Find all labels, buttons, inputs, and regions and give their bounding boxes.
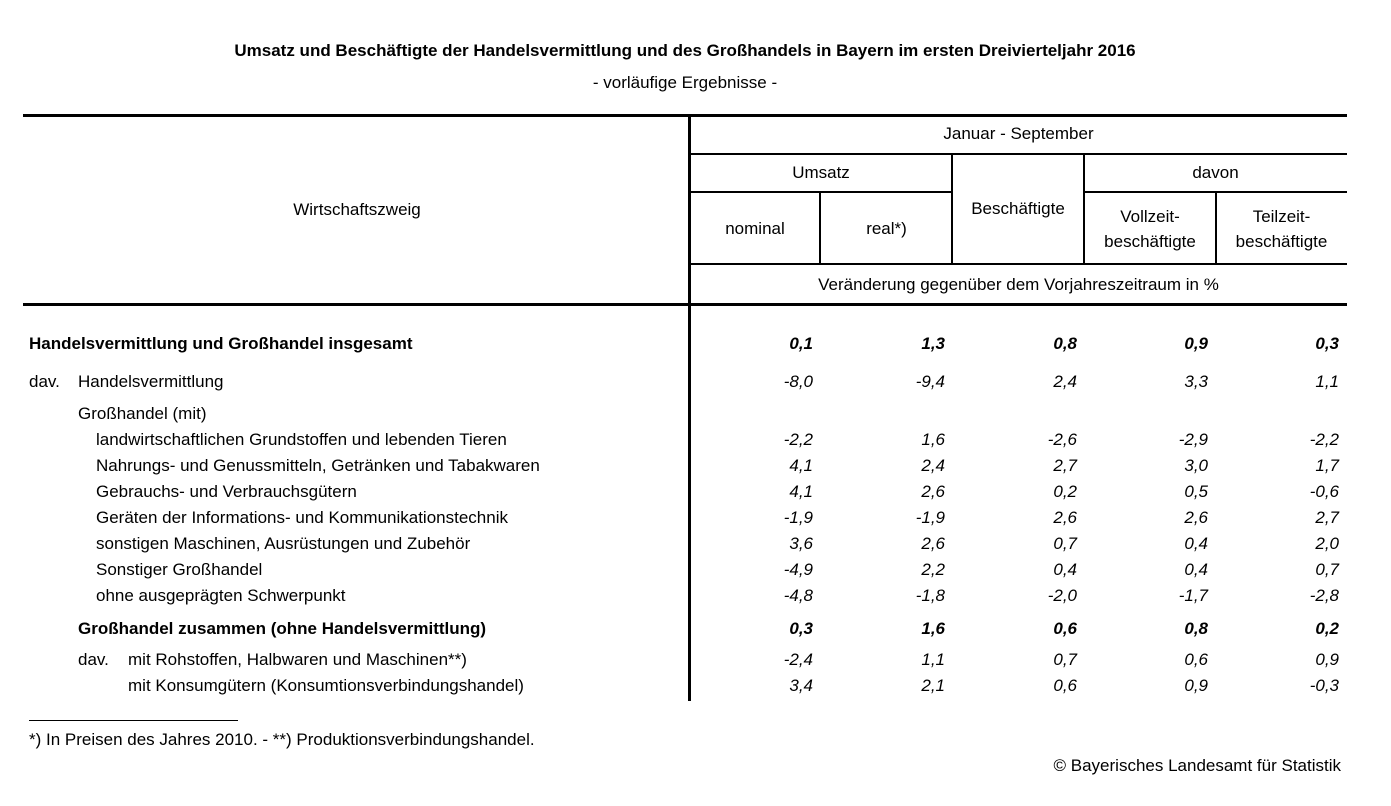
header-umsatz: Umsatz <box>792 163 850 182</box>
cell-real: -1,8 <box>915 586 945 605</box>
cell-nominal: -2,4 <box>783 650 813 669</box>
header-unit: Veränderung gegenüber dem Vorjahreszeitraum in % <box>818 275 1219 294</box>
row-label: ohne ausgeprägten Schwerpunkt <box>96 586 346 605</box>
cell-real: 2,1 <box>921 676 945 695</box>
cell-real: 2,4 <box>921 456 945 475</box>
umsatz-rule <box>690 191 952 193</box>
cell-teilzeit: -2,2 <box>1309 430 1339 449</box>
cell-beschaeftigte: -2,0 <box>1047 586 1077 605</box>
cell-beschaeftigte: 0,4 <box>1053 560 1077 579</box>
header-teilzeit-line2: beschäftigte <box>1235 232 1328 251</box>
cell-nominal: 3,4 <box>789 676 813 695</box>
unit-rule <box>690 263 1347 265</box>
cell-nominal: 0,3 <box>789 619 813 638</box>
cell-nominal: -4,8 <box>783 586 813 605</box>
cell-vollzeit: -1,7 <box>1178 586 1208 605</box>
cell-nominal: -4,9 <box>783 560 813 579</box>
cell-real: 2,6 <box>921 534 945 553</box>
header-wirtschaftszweig: Wirtschaftszweig <box>293 200 421 219</box>
row-label: mit Konsumgütern (Konsumtionsverbindungshandel) <box>128 676 524 695</box>
cell-beschaeftigte: 2,7 <box>1053 456 1077 475</box>
row-prefix: dav. <box>78 650 109 669</box>
row-prefix: dav. <box>29 372 60 391</box>
cell-vollzeit: 0,6 <box>1184 650 1208 669</box>
cell-beschaeftigte: -2,6 <box>1047 430 1077 449</box>
cell-vollzeit: 3,0 <box>1184 456 1208 475</box>
cell-beschaeftigte: 0,7 <box>1053 650 1077 669</box>
header-real: real*) <box>866 219 907 238</box>
period-rule <box>690 153 1347 155</box>
cell-teilzeit: 0,9 <box>1315 650 1339 669</box>
footnote-rule <box>29 720 238 721</box>
header-bottom-rule <box>23 303 1347 306</box>
cell-vollzeit: 0,9 <box>1184 334 1208 353</box>
header-period: Januar - September <box>943 124 1094 143</box>
cell-teilzeit: 0,3 <box>1315 334 1339 353</box>
cell-real: 1,6 <box>921 430 945 449</box>
row-label: mit Rohstoffen, Halbwaren und Maschinen**) <box>128 650 467 669</box>
cell-nominal: -8,0 <box>783 372 813 391</box>
row-label: Geräten der Informations- und Kommunikationstechnik <box>96 508 508 527</box>
cell-real: -9,4 <box>915 372 945 391</box>
row-label: Sonstiger Großhandel <box>96 560 263 579</box>
header-vollzeit-line1: Vollzeit- <box>1120 207 1180 226</box>
cell-teilzeit: 2,7 <box>1315 508 1339 527</box>
row-label: landwirtschaftlichen Grundstoffen und lebenden Tieren <box>96 430 507 449</box>
cell-teilzeit: 2,0 <box>1315 534 1339 553</box>
row-label: Großhandel zusammen (ohne Handelsvermittlung) <box>78 619 487 638</box>
cell-beschaeftigte: 0,8 <box>1053 334 1077 353</box>
cell-nominal: 0,1 <box>789 334 813 353</box>
cell-teilzeit: -0,6 <box>1309 482 1339 501</box>
cell-vollzeit: 0,9 <box>1184 676 1208 695</box>
header-vollzeit-line2: beschäftigte <box>1104 232 1196 251</box>
top-rule <box>23 114 1347 117</box>
cell-real: -1,9 <box>915 508 945 527</box>
cell-vollzeit: 0,5 <box>1184 482 1208 501</box>
row-label: Handelsvermittlung und Großhandel insgesamt <box>29 334 413 353</box>
cell-nominal: 4,1 <box>789 456 813 475</box>
cell-real: 2,6 <box>921 482 945 501</box>
header-beschaeftigte: Beschäftigte <box>971 199 1065 218</box>
cell-beschaeftigte: 2,4 <box>1053 372 1077 391</box>
cell-nominal: 4,1 <box>789 482 813 501</box>
cell-nominal: 3,6 <box>789 534 813 553</box>
cell-vollzeit: 0,8 <box>1184 619 1208 638</box>
cell-beschaeftigte: 0,6 <box>1053 619 1077 638</box>
row-label: Großhandel (mit) <box>78 404 207 423</box>
cell-beschaeftigte: 0,7 <box>1053 534 1077 553</box>
cell-nominal: -1,9 <box>783 508 813 527</box>
cell-teilzeit: -2,8 <box>1309 586 1339 605</box>
cell-teilzeit: 0,2 <box>1315 619 1339 638</box>
table-subtitle: - vorläufige Ergebnisse - <box>592 73 778 92</box>
cell-beschaeftigte: 0,2 <box>1053 482 1077 501</box>
cell-vollzeit: 2,6 <box>1184 508 1208 527</box>
footnote: *) In Preisen des Jahres 2010. - **) Produktionsverbindungshandel. <box>29 730 535 749</box>
cell-teilzeit: 1,7 <box>1315 456 1339 475</box>
cell-real: 1,3 <box>921 334 945 353</box>
cell-vollzeit: 0,4 <box>1184 560 1208 579</box>
cell-teilzeit: 1,1 <box>1315 372 1339 391</box>
header-teilzeit-line1: Teilzeit- <box>1252 207 1311 226</box>
cell-teilzeit: 0,7 <box>1315 560 1339 579</box>
cell-beschaeftigte: 0,6 <box>1053 676 1077 695</box>
header-nominal: nominal <box>725 219 785 238</box>
table-title: Umsatz und Beschäftigte der Handelsvermittlung und des Großhandels in Bayern im ersten Dreivierteljahr 2016 <box>234 41 1136 60</box>
cell-vollzeit: -2,9 <box>1178 430 1208 449</box>
copyright: © Bayerisches Landesamt für Statistik <box>1053 756 1341 775</box>
cell-vollzeit: 0,4 <box>1184 534 1208 553</box>
cell-nominal: -2,2 <box>783 430 813 449</box>
row-label: Handelsvermittlung <box>78 372 224 391</box>
row-label: Nahrungs- und Genussmitteln, Getränken und Tabakwaren <box>96 456 540 475</box>
cell-vollzeit: 3,3 <box>1184 372 1208 391</box>
row-label: sonstigen Maschinen, Ausrüstungen und Zubehör <box>96 534 471 553</box>
cell-teilzeit: -0,3 <box>1309 676 1339 695</box>
row-label: Gebrauchs- und Verbrauchsgütern <box>96 482 357 501</box>
cell-beschaeftigte: 2,6 <box>1053 508 1077 527</box>
cell-real: 2,2 <box>921 560 945 579</box>
cell-real: 1,1 <box>921 650 945 669</box>
cell-real: 1,6 <box>921 619 945 638</box>
header-davon: davon <box>1192 163 1239 182</box>
